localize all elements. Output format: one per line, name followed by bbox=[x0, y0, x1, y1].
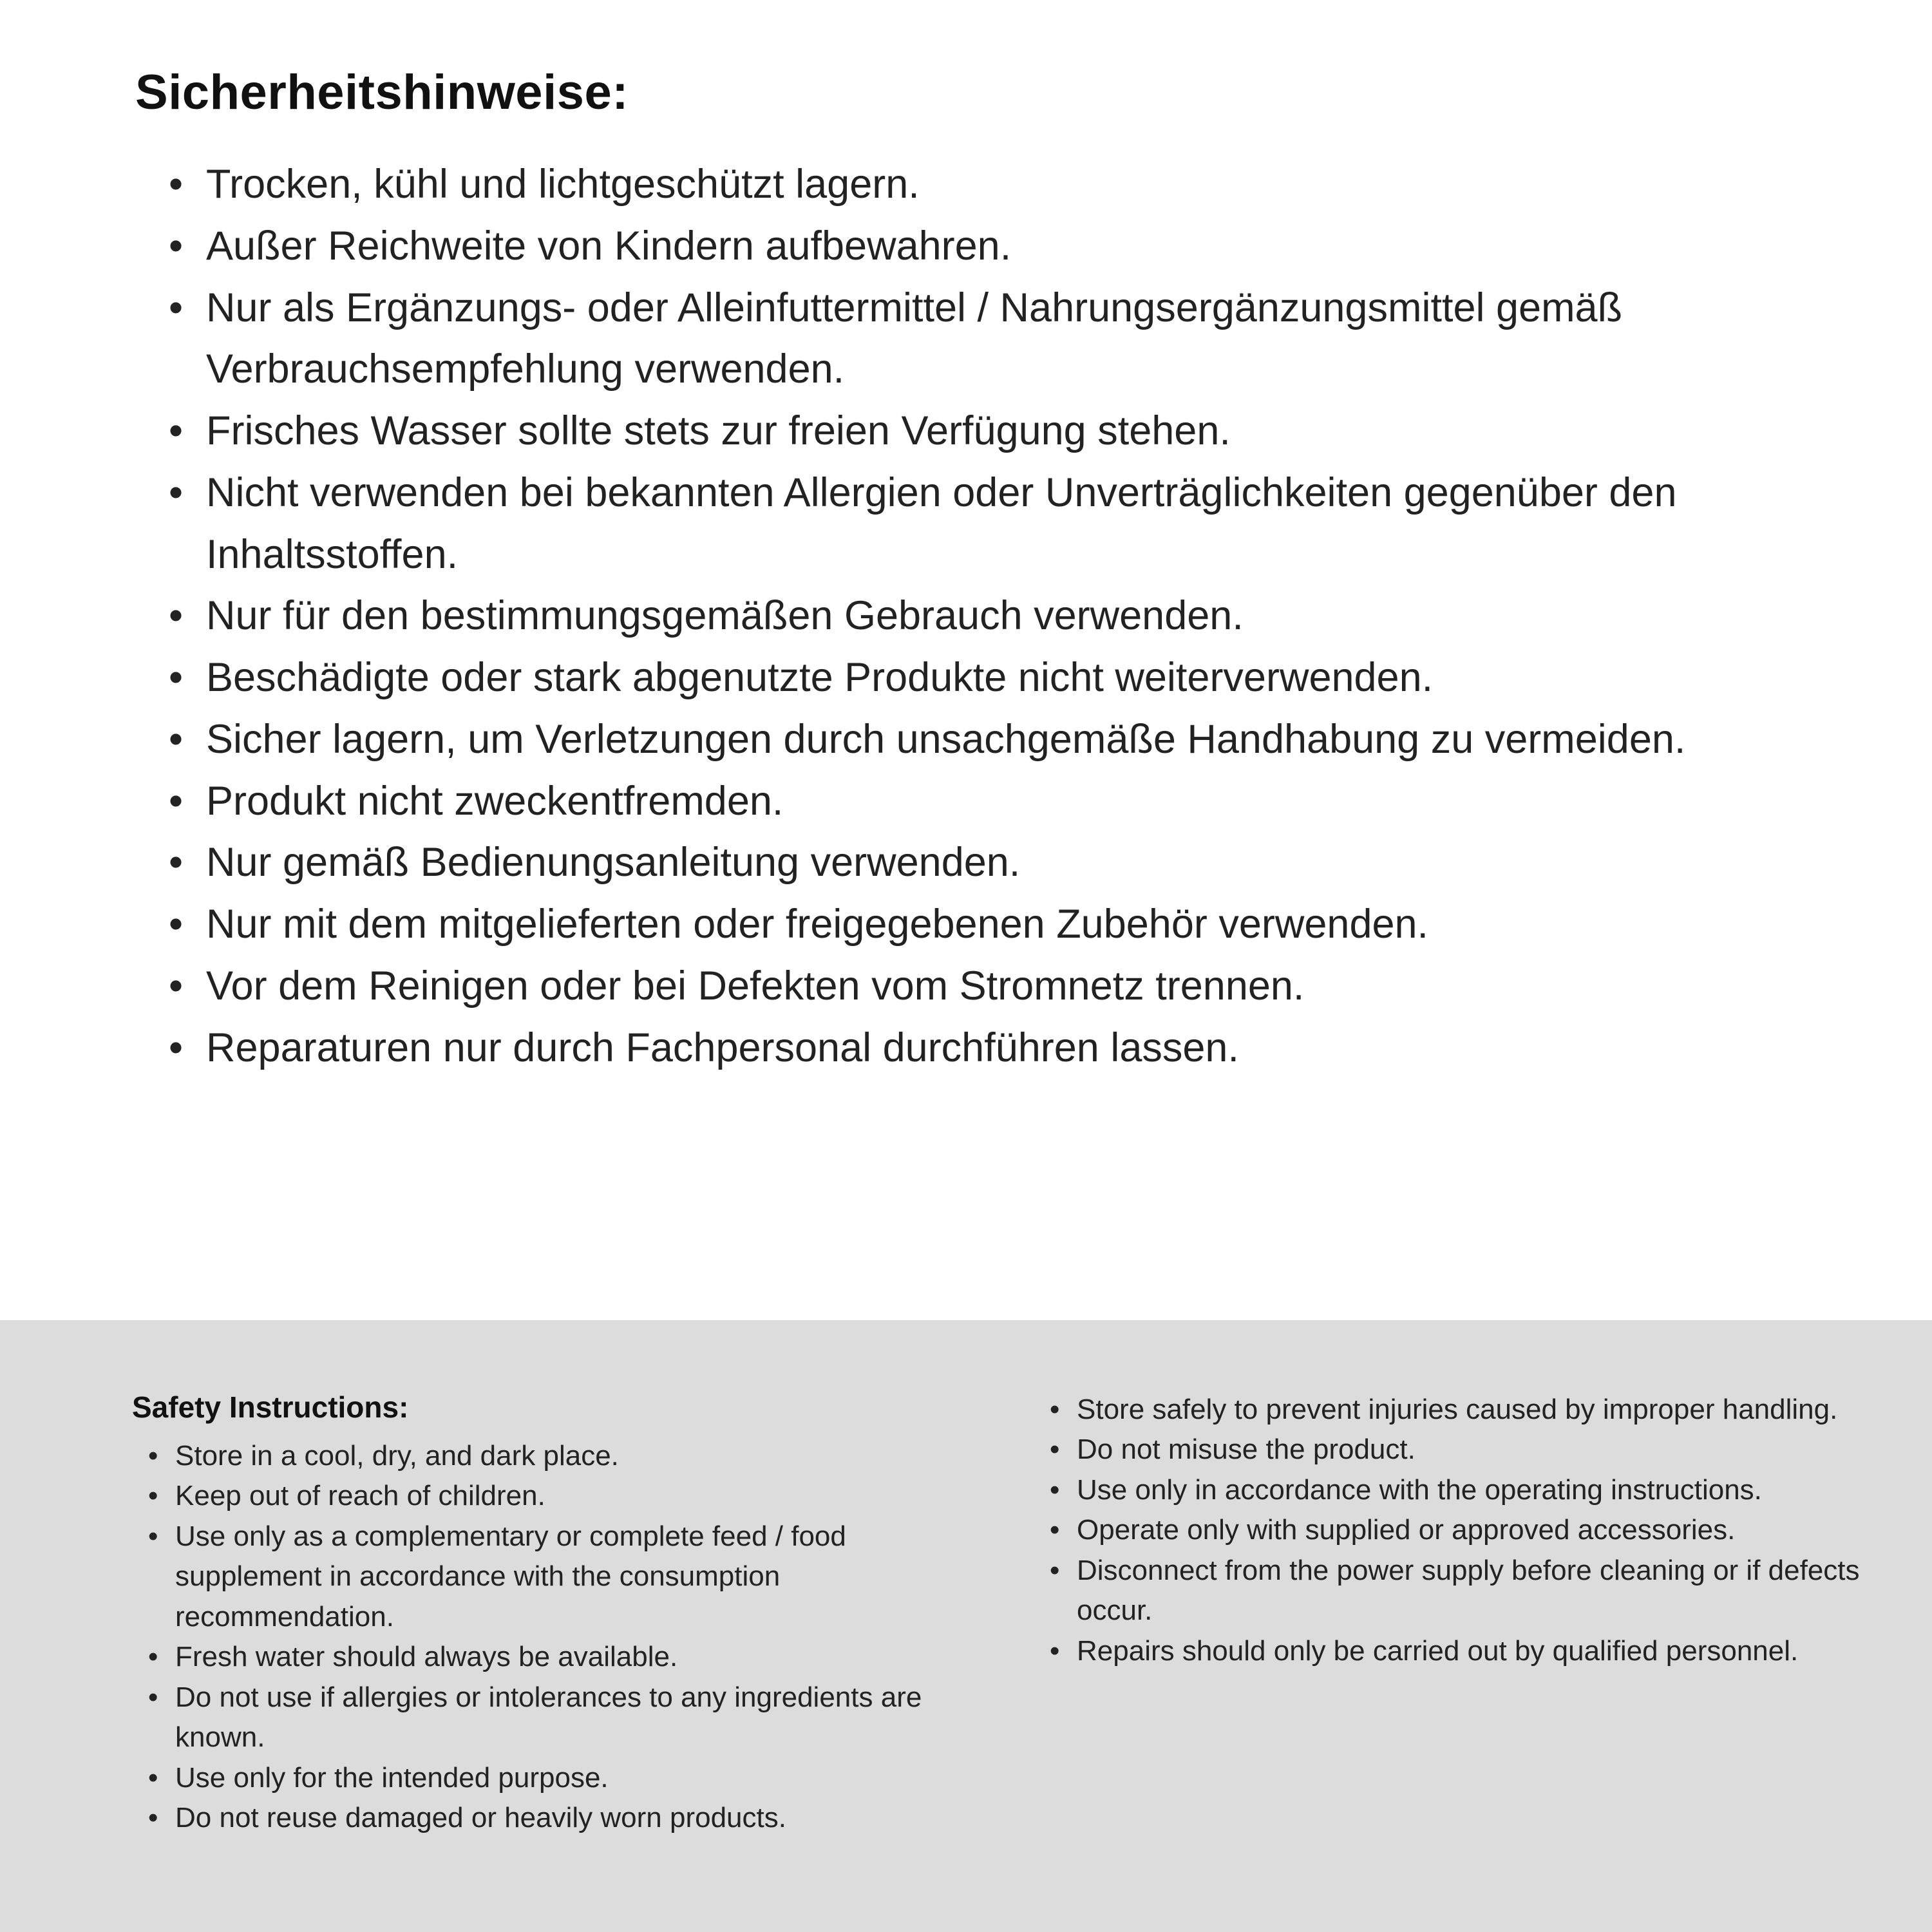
item-text: Store in a cool, dry, and dark place. bbox=[175, 1440, 619, 1472]
list-item bbox=[169, 216, 1855, 278]
item-text: Store safely to prevent injuries caused by improper handling. bbox=[1077, 1394, 1838, 1425]
list-item bbox=[1050, 1390, 1861, 1430]
bullet-marker: • bbox=[169, 902, 184, 947]
bullet-marker: • bbox=[169, 223, 184, 269]
item-text: Do not misuse the product. bbox=[1077, 1434, 1416, 1466]
bullet-marker: • bbox=[1050, 1634, 1060, 1667]
bullet-marker: • bbox=[169, 963, 184, 1009]
english-left-column bbox=[132, 1390, 943, 1932]
list-item bbox=[169, 832, 1855, 894]
item-text: Produkt nicht zweckentfremden. bbox=[206, 778, 784, 824]
item-text: Außer Reichweite von Kindern aufbewahren. bbox=[206, 223, 1012, 269]
german-title: Sicherheitshinweise: bbox=[135, 65, 629, 120]
list-item bbox=[169, 956, 1855, 1018]
english-right-list bbox=[1037, 1390, 1861, 1671]
bullet-marker: • bbox=[169, 162, 184, 207]
item-text: Nur mit dem mitgelieferten oder freigegebenen Zubehör verwenden. bbox=[206, 902, 1429, 947]
list-item bbox=[169, 894, 1855, 956]
list-item bbox=[169, 154, 1855, 216]
item-text: Nur gemäß Bedienungsanleitung verwenden. bbox=[206, 840, 1021, 886]
list-item bbox=[1050, 1551, 1861, 1631]
item-text: Do not use if allergies or intolerances to any ingredients are known. bbox=[175, 1681, 922, 1754]
english-title: Safety Instructions: bbox=[132, 1390, 409, 1424]
list-item bbox=[1050, 1510, 1861, 1550]
list-item bbox=[148, 1678, 943, 1758]
item-text: Use only as a complementary or complete feed / food supplement in accordance with the consumption recommendation. bbox=[175, 1520, 846, 1633]
item-text: Use only in accordance with the operating instructions. bbox=[1077, 1473, 1762, 1506]
item-text: Nicht verwenden bei bekannten Allergien oder Unverträglichkeiten gegenüber den Inhaltsstoffen. bbox=[206, 469, 1677, 577]
bullet-marker: • bbox=[148, 1480, 158, 1512]
list-item bbox=[148, 1476, 943, 1516]
item-text: Do not reuse damaged or heavily worn products. bbox=[175, 1802, 786, 1834]
bullet-marker: • bbox=[1050, 1514, 1060, 1546]
item-text: Disconnect from the power supply before cleaning or if defects occur. bbox=[1077, 1554, 1860, 1627]
item-text: Nur als Ergänzungs- oder Alleinfuttermittel / Nahrungsergänzungsmittel gemäß Verbrauchsempfehlung verwenden. bbox=[206, 285, 1623, 392]
bullet-marker: • bbox=[1050, 1554, 1060, 1586]
bullet-marker: • bbox=[169, 716, 184, 762]
list-item bbox=[169, 1018, 1855, 1079]
bullet-marker: • bbox=[148, 1802, 158, 1834]
bullet-marker: • bbox=[148, 1520, 158, 1552]
item-text: Trocken, kühl und lichtgeschützt lagern. bbox=[206, 162, 920, 207]
item-text: Fresh water should always be available. bbox=[175, 1641, 678, 1673]
item-text: Operate only with supplied or approved accessories. bbox=[1077, 1514, 1736, 1546]
list-item bbox=[169, 709, 1855, 771]
english-right-column bbox=[1037, 1390, 1861, 1932]
list-item bbox=[169, 401, 1855, 462]
bullet-marker: • bbox=[1050, 1434, 1060, 1466]
bullet-marker: • bbox=[169, 593, 184, 639]
list-item bbox=[169, 462, 1855, 586]
bullet-marker: • bbox=[148, 1641, 158, 1673]
item-text: Sicher lagern, um Verletzungen durch unsachgemäße Handhabung zu vermeiden. bbox=[206, 716, 1686, 762]
list-item bbox=[148, 1758, 943, 1798]
item-text: Frisches Wasser sollte stets zur freien Verfügung stehen. bbox=[206, 408, 1231, 453]
bullet-marker: • bbox=[148, 1761, 158, 1794]
list-item bbox=[169, 647, 1855, 709]
list-item bbox=[1050, 1430, 1861, 1470]
list-item bbox=[169, 585, 1855, 647]
bullet-marker: • bbox=[169, 840, 184, 886]
item-text: Nur für den bestimmungsgemäßen Gebrauch verwenden. bbox=[206, 593, 1244, 639]
german-safety-list bbox=[135, 154, 1855, 1079]
english-section bbox=[0, 1320, 1932, 1932]
english-left-list bbox=[132, 1436, 943, 1839]
list-item bbox=[148, 1517, 943, 1637]
item-text: Beschädigte oder stark abgenutzte Produkte nicht weiterverwenden. bbox=[206, 655, 1434, 700]
bullet-marker: • bbox=[1050, 1394, 1060, 1425]
item-text: Reparaturen nur durch Fachpersonal durchführen lassen. bbox=[206, 1025, 1239, 1070]
bullet-marker: • bbox=[1050, 1473, 1060, 1506]
bullet-marker: • bbox=[148, 1681, 158, 1713]
list-item bbox=[148, 1436, 943, 1476]
bullet-marker: • bbox=[169, 778, 184, 824]
bullet-marker: • bbox=[169, 469, 184, 515]
bullet-marker: • bbox=[148, 1440, 158, 1472]
item-text: Repairs should only be carried out by qualified personnel. bbox=[1077, 1634, 1799, 1667]
item-text: Vor dem Reinigen oder bei Defekten vom Stromnetz trennen. bbox=[206, 963, 1305, 1009]
bullet-marker: • bbox=[169, 285, 184, 330]
list-item bbox=[169, 771, 1855, 833]
list-item bbox=[148, 1637, 943, 1677]
list-item bbox=[1050, 1631, 1861, 1671]
list-item bbox=[1050, 1470, 1861, 1510]
list-item bbox=[169, 278, 1855, 401]
item-text: Use only for the intended purpose. bbox=[175, 1761, 609, 1794]
bullet-marker: • bbox=[169, 408, 184, 453]
item-text: Keep out of reach of children. bbox=[175, 1480, 545, 1512]
bullet-marker: • bbox=[169, 655, 184, 700]
list-item bbox=[148, 1798, 943, 1838]
bullet-marker: • bbox=[169, 1025, 184, 1070]
